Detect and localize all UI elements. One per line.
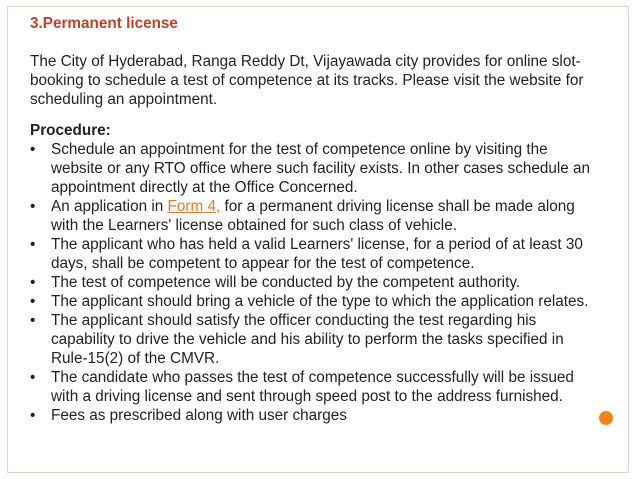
list-item-text: The candidate who passes the test of competence successfully will be issued with a driving license and sent through speed post to the address furnished. bbox=[51, 369, 574, 405]
list-item bbox=[30, 197, 602, 235]
slide-content bbox=[30, 14, 602, 425]
list-item-text-after: for a permanent driving license shall be made along with the Learners' license obtained for such class of vehicle. bbox=[51, 198, 575, 234]
bullet-marker: • bbox=[30, 236, 36, 253]
procedure-title: Procedure: bbox=[30, 122, 111, 139]
list-item bbox=[30, 368, 602, 406]
intro-paragraph: The City of Hyderabad, Ranga Reddy Dt, Vijayawada city provides for online slot- booking to schedule a test of competence at its tracks. Please visit the website for scheduling an appointment. bbox=[30, 53, 584, 108]
list-item-text: The test of competence will be conducted by the competent authority. bbox=[51, 274, 521, 291]
list-item-text: The applicant should bring a vehicle of the type to which the application relates. bbox=[51, 293, 589, 310]
form-4-link[interactable]: Form 4, bbox=[167, 198, 221, 215]
list-item-text: The applicant who has held a valid Learners' license, for a period of at least 30 days, shall be competent to appear for the test of competence. bbox=[51, 236, 583, 272]
procedure-list bbox=[30, 140, 602, 425]
list-item bbox=[30, 273, 602, 292]
list-item bbox=[30, 311, 602, 368]
bullet-marker: • bbox=[30, 141, 36, 158]
list-item bbox=[30, 140, 602, 197]
list-item-text: The applicant should satisfy the officer conducting the test regarding his capability to drive the vehicle and his ability to perform the tasks specified in Rule-15(2) of the CMVR. bbox=[51, 312, 564, 367]
bullet-marker: • bbox=[30, 312, 36, 329]
bullet-marker: • bbox=[30, 198, 36, 215]
section-heading: 3.Permanent license bbox=[30, 15, 178, 32]
list-item-text: Schedule an appointment for the test of competence online by visiting the website or any RTO office where such facility exists. In other cases schedule an appointment directly at the Office Concerned. bbox=[51, 141, 591, 196]
list-item bbox=[30, 292, 602, 311]
list-item bbox=[30, 235, 602, 273]
list-item bbox=[30, 406, 602, 425]
list-item-text-before: An application in bbox=[51, 198, 168, 215]
bullet-marker: • bbox=[30, 407, 36, 424]
list-item-text: Fees as prescribed along with user charges bbox=[51, 407, 347, 424]
bullet-marker: • bbox=[30, 293, 36, 310]
bullet-marker: • bbox=[30, 369, 36, 386]
bullet-marker: • bbox=[30, 274, 36, 291]
